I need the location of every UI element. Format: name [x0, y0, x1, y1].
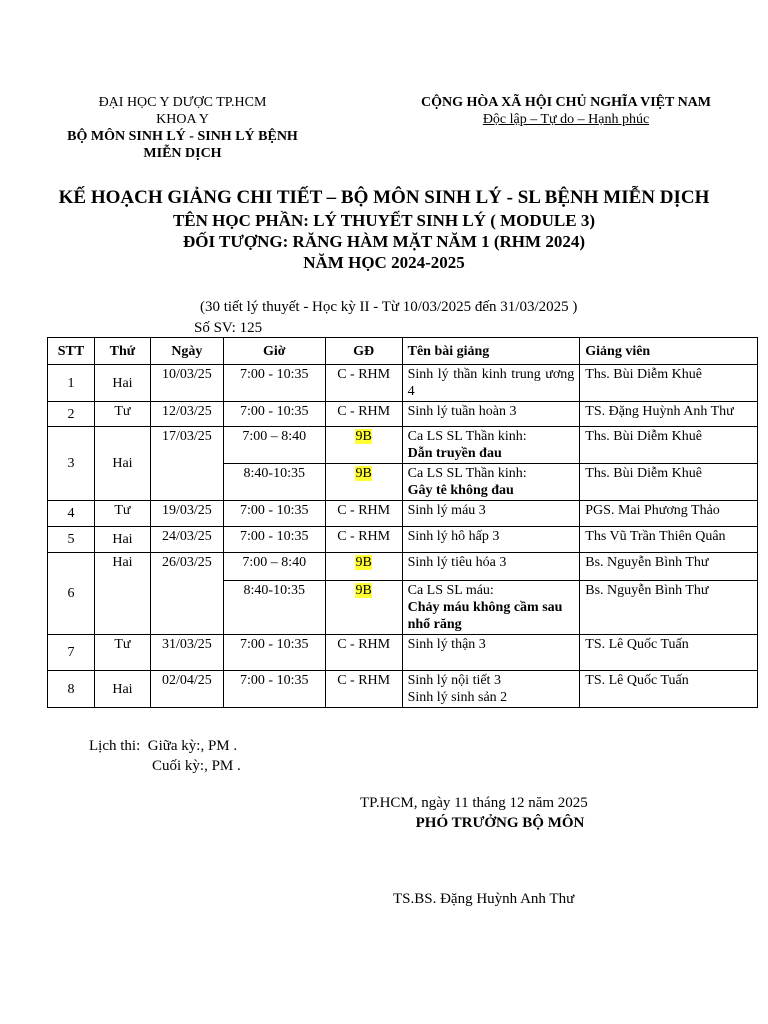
cell-ngay: 17/03/25 — [150, 427, 223, 501]
cell-gd — [325, 464, 402, 501]
exam-midterm-line — [89, 736, 241, 756]
cell-lecture: Sinh lý tuần hoàn 3 — [402, 402, 580, 427]
target-group: ĐỐI TƯỢNG: RĂNG HÀM MẶT NĂM 1 (RHM 2024) — [183, 232, 585, 251]
exam-midterm: Giữa kỳ:, PM . — [147, 738, 238, 754]
document-title: KẾ HOẠCH GIẢNG CHI TIẾT – BỘ MÔN SINH LÝ - SL BỆNH MIỄN DỊCH — [58, 187, 710, 208]
col-header-lecture: Tên bài giảng — [402, 338, 580, 365]
cell-gio: 8:40-10:35 — [223, 581, 325, 635]
cell-lecture: Sinh lý hô hấp 3 — [402, 527, 580, 553]
period-info: (30 tiết lý thuyết - Học kỳ II - Từ 10/03/2025 đến 31/03/2025 ) — [200, 299, 578, 315]
col-header-thu: Thứ — [94, 338, 150, 365]
cell-gd: C - RHM — [325, 527, 402, 553]
national-header — [398, 94, 734, 128]
signature-title: PHÓ TRƯỞNG BỘ MÔN — [415, 815, 585, 831]
cell-gd — [325, 427, 402, 464]
table-row — [48, 527, 758, 553]
cell-gd — [325, 581, 402, 635]
cell-thu: Tư — [94, 402, 150, 427]
table-row — [48, 365, 758, 402]
cell-gd: C - RHM — [325, 635, 402, 671]
department-name-cont: MIỄN DỊCH — [143, 146, 222, 161]
national-title: CỘNG HÒA XÃ HỘI CHỦ NGHĨA VIỆT NAM — [420, 95, 711, 110]
university-name: ĐẠI HỌC Y DƯỢC TP.HCM — [98, 95, 267, 110]
cell-thu: Hai — [94, 553, 150, 635]
cell-lecturer: TS. Lê Quốc Tuấn — [580, 635, 758, 671]
cell-lecture — [402, 671, 580, 708]
table-row — [48, 671, 758, 708]
cell-thu: Tư — [94, 635, 150, 671]
cell-lecturer: Bs. Nguyễn Bình Thư — [580, 553, 758, 581]
schedule-table — [47, 337, 758, 708]
cell-thu: Hai — [94, 427, 150, 501]
cell-stt: 6 — [48, 553, 95, 635]
col-header-lecturer: Giảng viên — [580, 338, 758, 365]
room-highlight: 9B — [355, 583, 372, 598]
cell-ngay: 19/03/25 — [150, 501, 223, 527]
cell-lecturer: Bs. Nguyễn Bình Thư — [580, 581, 758, 635]
table-row — [48, 553, 758, 581]
room-highlight: 9B — [355, 555, 372, 570]
lecture-line: Ca LS SL máu: — [407, 583, 494, 598]
cell-gio: 7:00 - 10:35 — [223, 501, 325, 527]
cell-lecture: Sinh lý máu 3 — [402, 501, 580, 527]
table-row — [48, 427, 758, 464]
col-header-gio: Giờ — [223, 338, 325, 365]
cell-thu: Hai — [94, 365, 150, 402]
student-count: Số SV: 125 — [194, 320, 263, 336]
cell-gio: 7:00 - 10:35 — [223, 365, 325, 402]
cell-ngay: 26/03/25 — [150, 553, 223, 635]
lecture-line: Ca LS SL Thần kinh: — [407, 429, 527, 444]
exam-final: Cuối kỳ:, PM . — [152, 758, 241, 774]
table-header-row — [48, 338, 758, 365]
cell-gio: 8:40-10:35 — [223, 464, 325, 501]
lecture-line: Sinh lý nội tiết 3 — [407, 673, 501, 688]
exam-schedule — [89, 736, 241, 776]
col-header-gd: GĐ — [325, 338, 402, 365]
cell-lecture: Sinh lý thận 3 — [402, 635, 580, 671]
lecture-line: Ca LS SL Thần kinh: — [407, 466, 527, 481]
cell-lecture — [402, 581, 580, 635]
cell-gd: C - RHM — [325, 365, 402, 402]
lecture-topic: Dẫn truyền đau — [407, 446, 502, 461]
signature-name: TS.BS. Đặng Huỳnh Anh Thư — [393, 891, 575, 907]
course-name: TÊN HỌC PHẦN: LÝ THUYẾT SINH LÝ ( MODULE 3) — [172, 211, 596, 230]
table-row — [48, 402, 758, 427]
cell-gio: 7:00 - 10:35 — [223, 402, 325, 427]
cell-gd — [325, 553, 402, 581]
exam-label: Lịch thi: — [89, 738, 141, 754]
cell-stt: 8 — [48, 671, 95, 708]
col-header-ngay: Ngày — [150, 338, 223, 365]
signature-date: TP.HCM, ngày 11 tháng 12 năm 2025 — [360, 795, 588, 811]
cell-stt: 1 — [48, 365, 95, 402]
institution-header — [40, 94, 325, 162]
cell-lecturer: TS. Đặng Huỳnh Anh Thư — [580, 402, 758, 427]
cell-gio: 7:00 - 10:35 — [223, 527, 325, 553]
lecture-topic: Gây tê không đau — [407, 483, 514, 498]
cell-lecturer: Ths. Bùi Diễm Khuê — [580, 365, 758, 402]
cell-lecture: Sinh lý tiêu hóa 3 — [402, 553, 580, 581]
table-row — [48, 501, 758, 527]
cell-gio: 7:00 - 10:35 — [223, 671, 325, 708]
cell-lecture — [402, 464, 580, 501]
lecture-topic: Chảy máu không cầm sau nhổ răng — [407, 600, 563, 632]
document-title-block — [30, 186, 738, 273]
faculty-name: KHOA Y — [156, 112, 209, 127]
cell-gd: C - RHM — [325, 402, 402, 427]
cell-ngay: 24/03/25 — [150, 527, 223, 553]
cell-stt: 3 — [48, 427, 95, 501]
cell-lecture — [402, 427, 580, 464]
cell-stt: 7 — [48, 635, 95, 671]
cell-lecturer: TS. Lê Quốc Tuấn — [580, 671, 758, 708]
cell-gio: 7:00 – 8:40 — [223, 427, 325, 464]
national-motto: Độc lập – Tự do – Hạnh phúc — [482, 112, 650, 127]
cell-lecture: Sinh lý thần kinh trung ương 4 — [402, 365, 580, 402]
cell-gio: 7:00 - 10:35 — [223, 635, 325, 671]
cell-ngay: 02/04/25 — [150, 671, 223, 708]
cell-gd: C - RHM — [325, 671, 402, 708]
cell-lecturer: PGS. Mai Phương Thảo — [580, 501, 758, 527]
cell-stt: 2 — [48, 402, 95, 427]
cell-ngay: 12/03/25 — [150, 402, 223, 427]
room-highlight: 9B — [355, 429, 372, 444]
room-highlight: 9B — [355, 466, 372, 481]
table-row — [48, 635, 758, 671]
col-header-stt: STT — [48, 338, 95, 365]
cell-lecturer: Ths Vũ Trần Thiên Quân — [580, 527, 758, 553]
department-name: BỘ MÔN SINH LÝ - SINH LÝ BỆNH — [67, 129, 298, 144]
cell-stt: 5 — [48, 527, 95, 553]
academic-year: NĂM HỌC 2024-2025 — [303, 253, 465, 272]
cell-thu: Hai — [94, 671, 150, 708]
cell-lecturer: Ths. Bùi Diễm Khuê — [580, 464, 758, 501]
cell-stt: 4 — [48, 501, 95, 527]
cell-lecturer: Ths. Bùi Diễm Khuê — [580, 427, 758, 464]
cell-gd: C - RHM — [325, 501, 402, 527]
cell-ngay: 10/03/25 — [150, 365, 223, 402]
cell-gio: 7:00 – 8:40 — [223, 553, 325, 581]
lecture-line: Sinh lý sinh sản 2 — [407, 690, 508, 705]
cell-ngay: 31/03/25 — [150, 635, 223, 671]
cell-thu: Hai — [94, 527, 150, 553]
cell-thu: Tư — [94, 501, 150, 527]
